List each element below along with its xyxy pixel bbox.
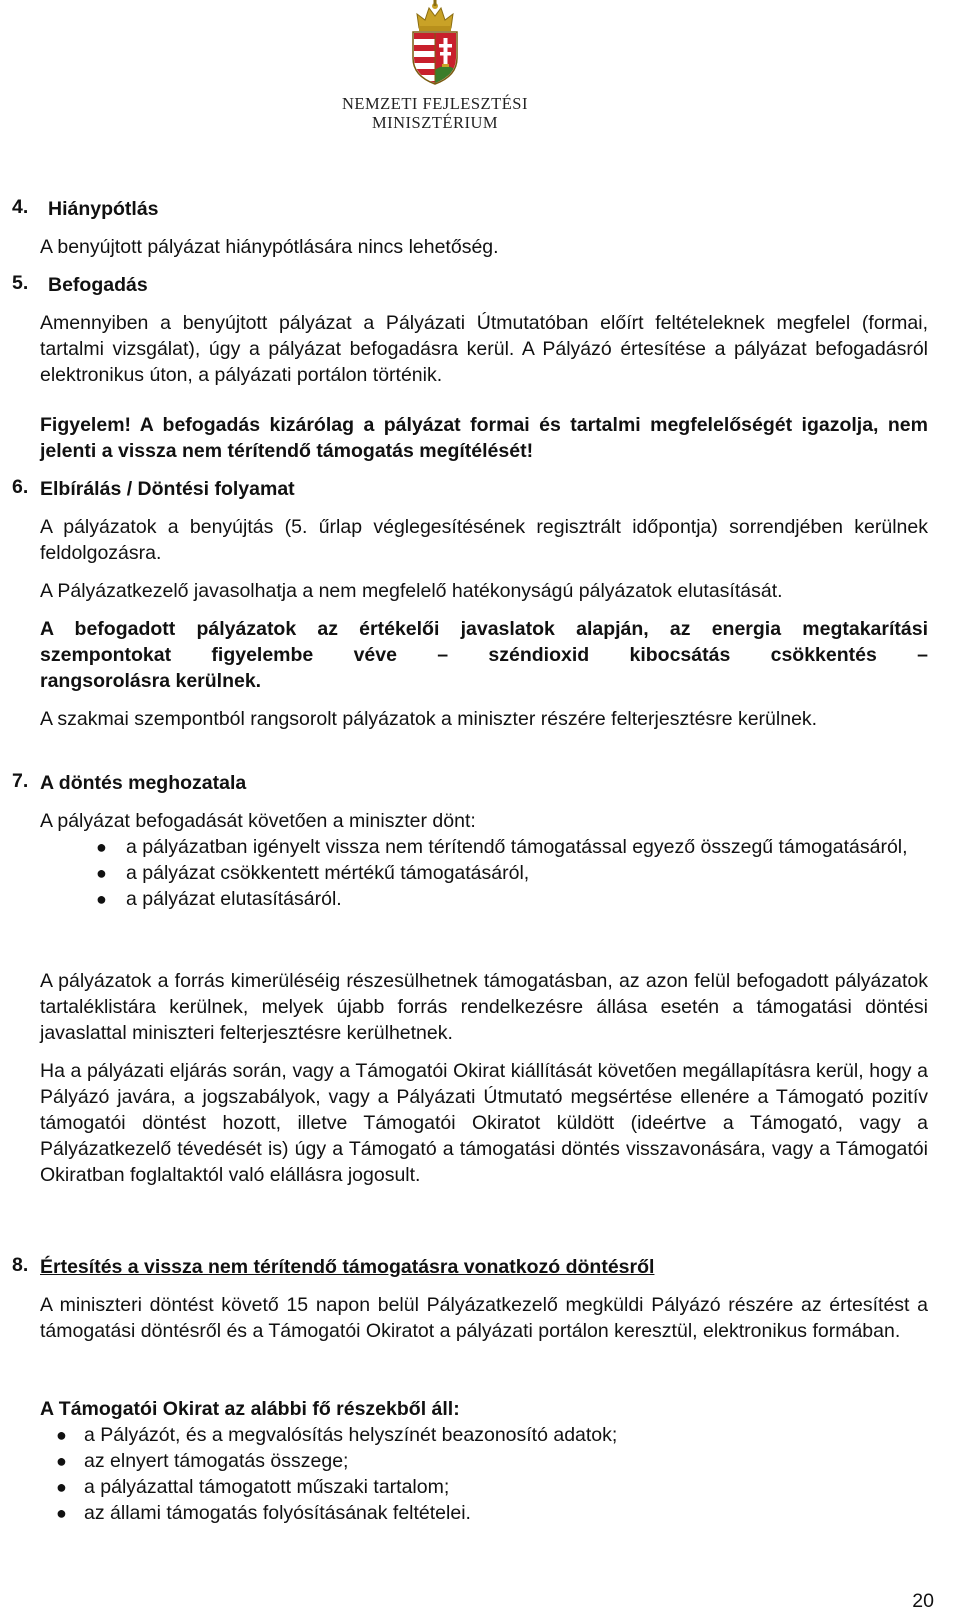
section-6-p3-line2: szempontokat figyelembe véve – széndioxid kibocsátás csökkentés – <box>40 644 928 666</box>
page-number: 20 <box>912 1590 934 1612</box>
list-item: ● a pályázat csökkentett mértékű támogatásáról, <box>96 862 530 884</box>
bullet-icon: ● <box>56 1425 67 1445</box>
section-5-text: Amennyiben a benyújtott pályázat a Pályázati Útmutatóban előírt feltételeknek megfelel (formai, tartalmi vizsgálat), úgy a pályázat befogadásra kerül. A Pályázó értesítése a pályázat befogadásról elektronikus úton, a pályázati portálon történik. <box>40 312 928 386</box>
decision-options-list <box>96 834 928 912</box>
section-4-title: Hiánypótlás <box>48 198 159 220</box>
bullet-icon: ● <box>96 889 107 909</box>
list-item: ● az állami támogatás folyósításának feltételei. <box>56 1502 471 1524</box>
section-6-number: 6. <box>12 476 29 498</box>
hungarian-coat-of-arms-icon <box>405 0 465 86</box>
section-5-warning <box>40 412 928 464</box>
bullet-icon: ● <box>56 1477 67 1497</box>
bullet-icon: ● <box>96 837 107 857</box>
section-4-text: A benyújtott pályázat hiánypótlására nincs lehetőség. <box>40 236 499 258</box>
section-7-p1: A pályázatok a forrás kimerüléséig részesülhetnek támogatásban, az azon felül befogadott pályázatok tartaléklistára kerülnek, melyek újabb forrás rendelkezésre állása esetén a támogatási döntési javaslattal miniszteri felterjesztésre kerülhetnek. <box>40 970 928 1044</box>
section-6-p2: A Pályázatkezelő javasolhatja a nem megfelelő hatékonyságú pályázatok elutasítását. <box>40 580 783 602</box>
ministry-logo <box>330 0 540 140</box>
section-7-title: A döntés meghozatala <box>40 772 247 794</box>
list-item: ● a Pályázót, és a megvalósítás helyszínét beazonosító adatok; <box>56 1424 618 1446</box>
section-8-title: Értesítés a vissza nem térítendő támogatásra vonatkozó döntésről <box>40 1256 655 1278</box>
bullet-icon: ● <box>96 863 107 883</box>
section-5-number: 5. <box>12 272 29 294</box>
section-8-p1: A miniszteri döntést követő 15 napon belül Pályázatkezelő megküldi Pályázó részére az értesítést a támogatási döntésről és a Támogatói Okiratot a pályázati portálon keresztül, elektronikus formában. <box>40 1294 928 1342</box>
okirat-parts-list <box>56 1422 928 1526</box>
ministry-name-line2: MINISZTÉRIUM <box>371 113 499 132</box>
section-6-p3 <box>40 616 928 694</box>
section-6-p3-line1: A befogadott pályázatok az értékelői javaslatok alapján, az energia megtakarítási <box>40 618 928 640</box>
section-5-title: Befogadás <box>48 274 148 296</box>
bullet-icon: ● <box>56 1503 67 1523</box>
section-8-number: 8. <box>12 1254 29 1276</box>
list-item: ● az elnyert támogatás összege; <box>56 1450 349 1472</box>
list-item: ● a pályázattal támogatott műszaki tartalom; <box>56 1476 450 1498</box>
section-4-number: 4. <box>12 196 29 218</box>
section-7-intro: A pályázat befogadását követően a miniszter dönt: <box>40 810 476 832</box>
section-7-p2: Ha a pályázati eljárás során, vagy a Támogatói Okirat kiállítását követően megállapításra kerül, hogy a Pályázó javára, a jogszabályok, vagy a Pályázati Útmutató megsértése ellenére a Támogató pozitív támogatói döntést hozott, illetve Támogatói Okiratot küldött (ideértve a Támogató, vagy a Pályázatkezelő tévedését is) úgy a Támogató a támogatási döntés visszavonására, vagy a Támogatói Okiratban foglaltaktól való elállásra jogosult. <box>40 1060 928 1186</box>
section-6-p3-line3: rangsorolásra kerülnek. <box>40 670 262 692</box>
bullet-icon: ● <box>56 1451 67 1471</box>
warning-label: Figyelem! <box>40 414 132 436</box>
section-7-number: 7. <box>12 770 29 792</box>
section-6-p1: A pályázatok a benyújtás (5. űrlap véglegesítésének regisztrált időpontja) sorrendjében kerülnek feldolgozásra. <box>40 516 928 564</box>
ministry-name-line1: NEMZETI FEJLESZTÉSI <box>342 94 528 113</box>
okirat-title: A Támogatói Okirat az alábbi fő részekből áll: <box>40 1398 460 1420</box>
section-6-p4: A szakmai szempontból rangsorolt pályázatok a miniszter részére felterjesztésre kerülnek. <box>40 708 818 730</box>
warning-text: A befogadás kizárólag a pályázat formai és tartalmi megfelelőségét igazolja, nem jelenti a vissza nem térítendő támogatás megítélését! <box>40 414 928 462</box>
list-item: ● a pályázatban igényelt vissza nem térítendő támogatással egyező összegű támogatásáról, <box>96 836 908 858</box>
section-6-title: Elbírálás / Döntési folyamat <box>40 478 295 500</box>
list-item: ● a pályázat elutasításáról. <box>96 888 342 910</box>
